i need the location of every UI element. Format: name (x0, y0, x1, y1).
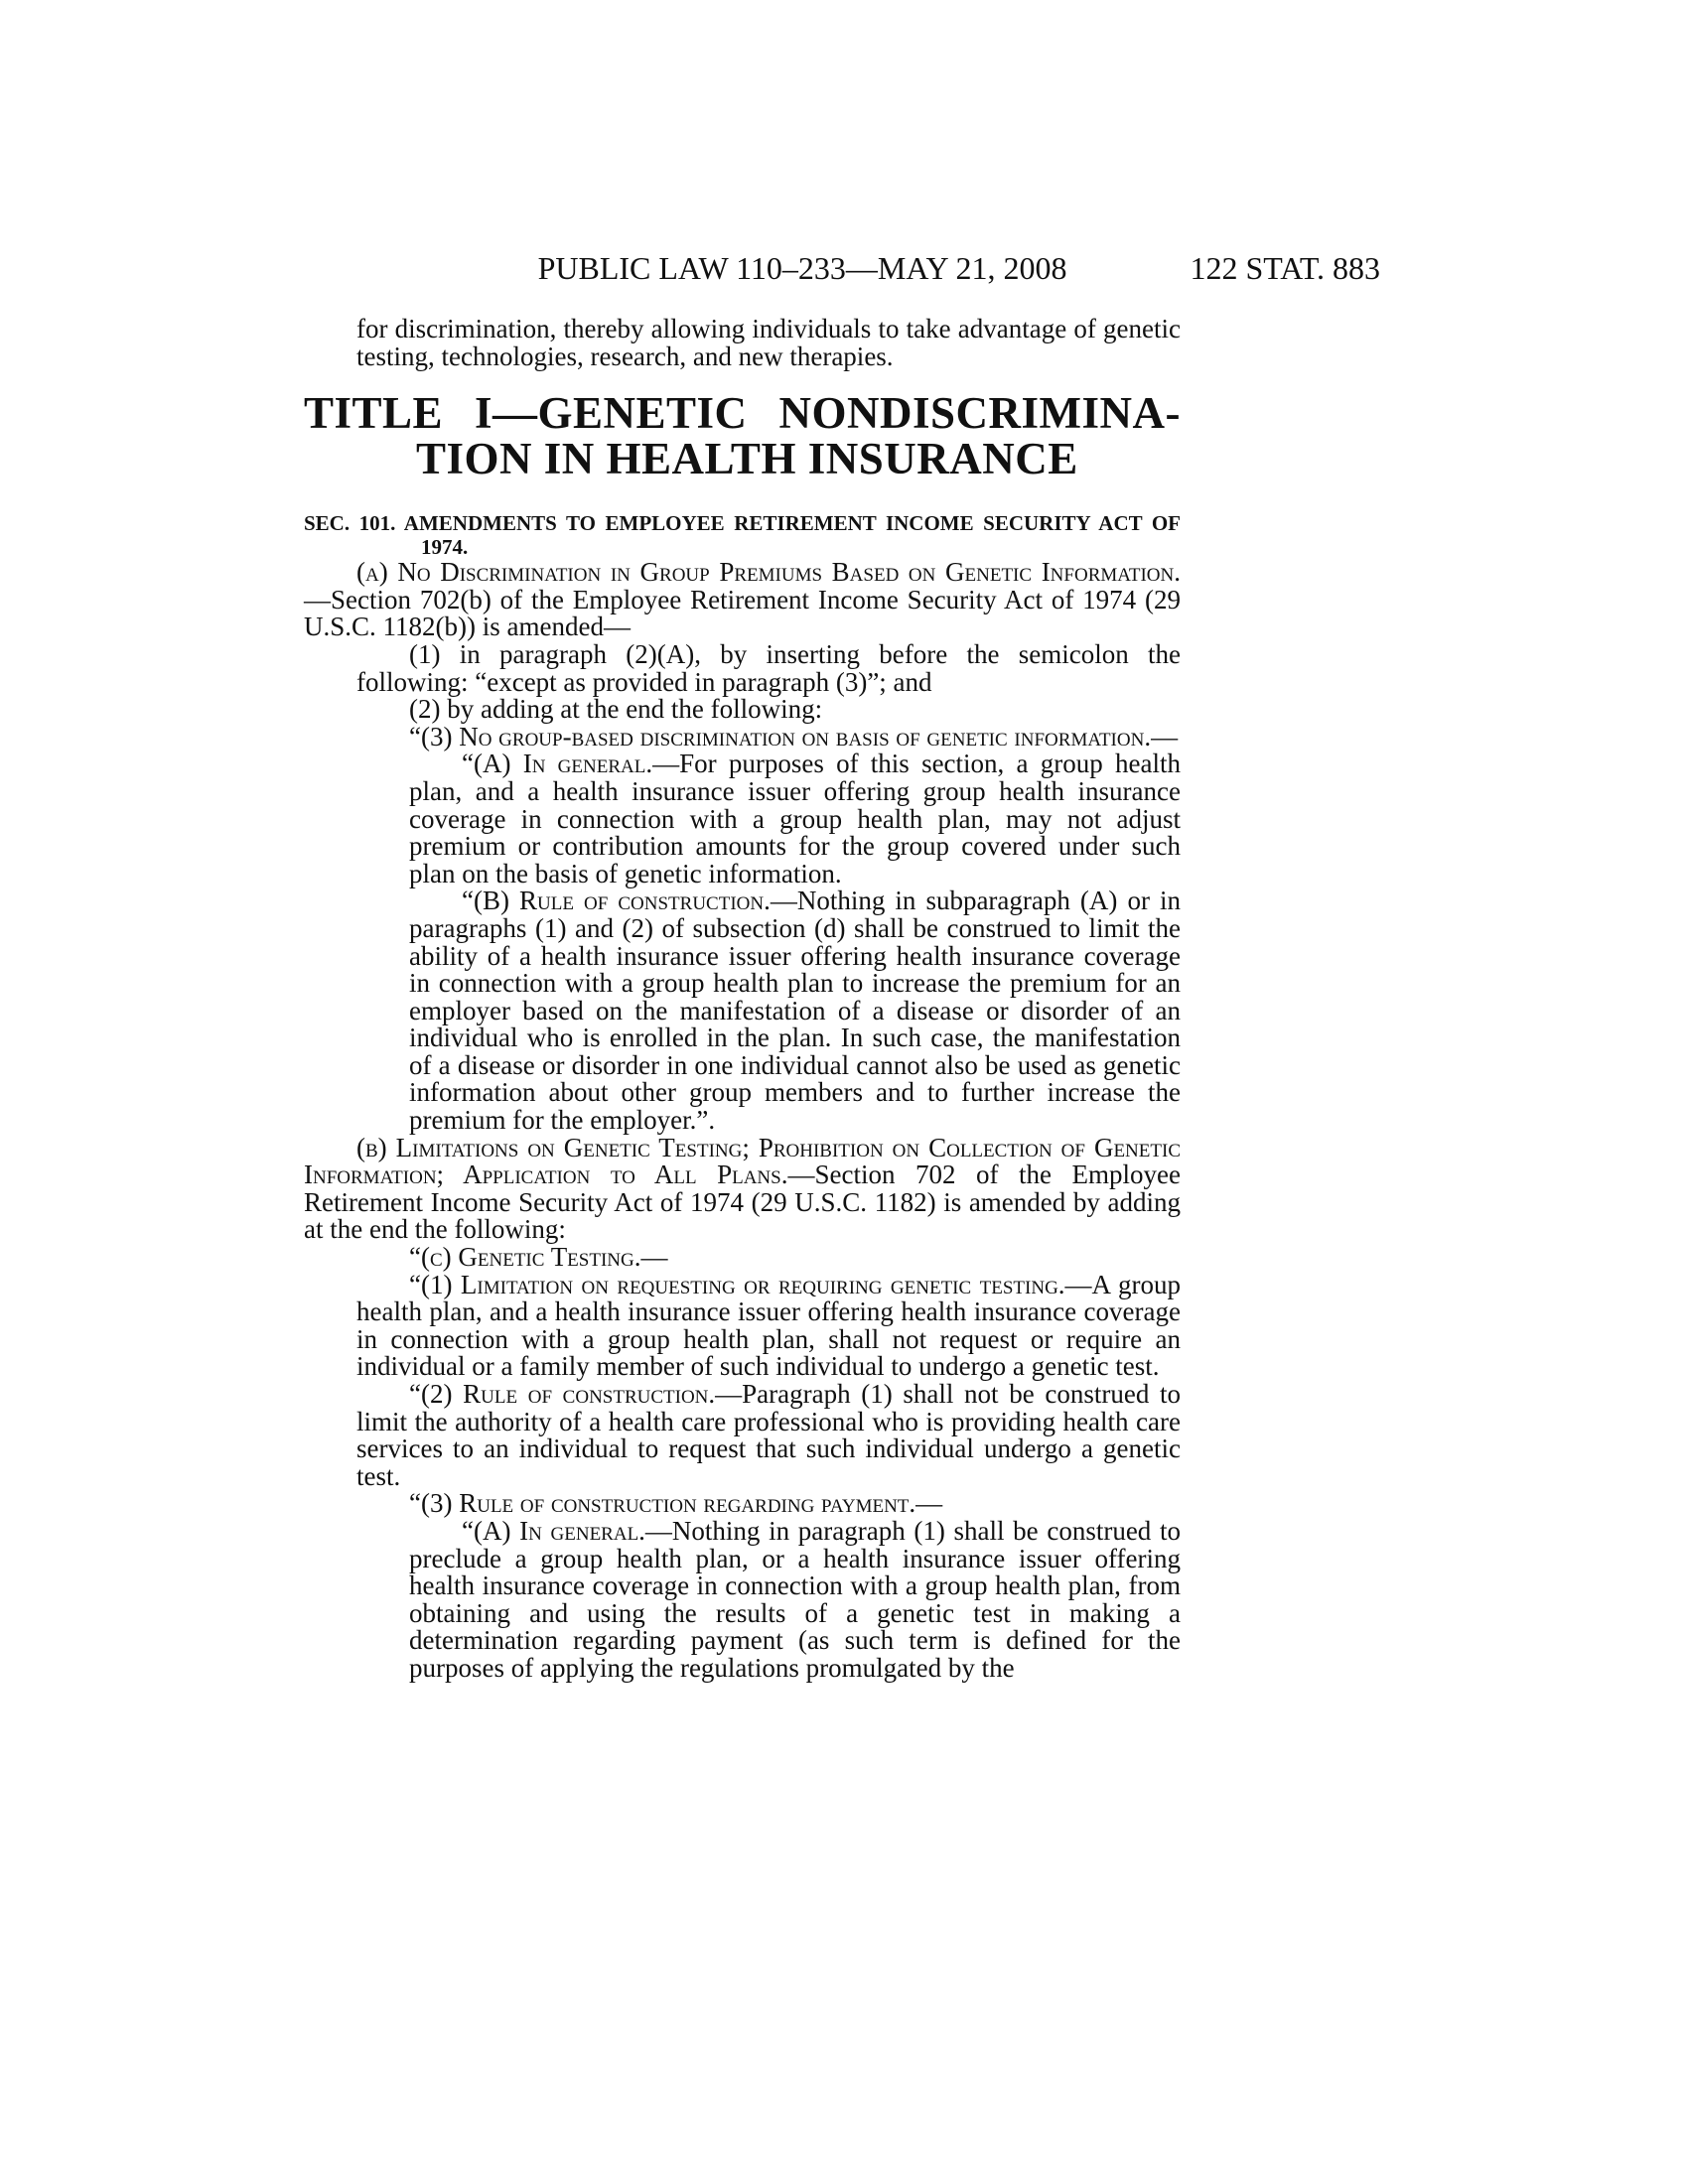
subsection-a-item-2: (2) by adding at the end the following: (409, 694, 823, 725)
paragraph-c3a-text: Nothing in paragraph (1) shall be construed to preclude a group health plan, or a health insurance issuer offering health insurance coverage in connection with a group health plan, from obtaining and using the results of a genetic test in making a determination regarding payment (as such term is defined for the purposes of applying the regulations promulgated by the (409, 1515, 1181, 1683)
paragraph-c1-text: A group health plan, and a health insurance issuer offering health insurance coverage in connection with a group health plan, shall not request or require an individual or a family member of such individual to undergo a genetic test. (356, 1269, 1182, 1382)
section-heading: SEC. 101. AMENDMENTS TO EMPLOYEE RETIREMENT INCOME SECURITY ACT OF 1974. (304, 511, 1181, 560)
title-word-1: TITLE (304, 388, 444, 439)
title-word-2: I—GENETIC (474, 388, 748, 439)
subsection-a-item-1: (1) in paragraph (2)(A), by inserting before the semicolon the following: “except as provided in paragraph (3)”; and (356, 638, 1181, 697)
page-number: 122 STAT. 883 (1190, 250, 1380, 286)
document-body (304, 316, 1181, 1683)
title-heading (304, 388, 1181, 484)
subsection-a-text: Section 702(b) of the Employee Retirement Income Security Act of 1974 (29 U.S.C. 1182(b)) is amended— (304, 584, 1181, 642)
intro-paragraph: for discrimination, thereby allowing individuals to take advantage of genetic testing, technologies, research, and new therapies. (356, 314, 1181, 371)
paragraph-3b-text: Nothing in subparagraph (A) or in paragraphs (1) and (2) of subsection (d) shall be construed to limit the ability of a health insurance issuer offering health insurance coverage in connection with a group health plan to increase the premium for an employer based on the manifestation of a disease or disorder of an individual who is enrolled in the plan. In such case, the manifestation of a disease or disorder in one individual cannot also be used as genetic information about other group members and to further increase the premium for the employer.”. (409, 886, 1182, 1136)
paragraph-c2-heading: “(2) Rule of construction.— (409, 1379, 743, 1409)
paragraph-3b (304, 887, 1181, 1134)
paragraph-3a-heading: “(A) In general.— (462, 749, 680, 779)
subsection-b (304, 1132, 1181, 1245)
paragraph-c1-heading: “(1) Limitation on requesting or requiring genetic testing.— (409, 1269, 1092, 1299)
subsection-c-heading: “(c) Genetic Testing.— (409, 1242, 668, 1273)
paragraph-3-heading: “(3) No group-based discrimination on basis of genetic information.— (409, 721, 1179, 751)
running-head (425, 248, 1380, 288)
paragraph-3a (304, 751, 1181, 887)
running-head-title: PUBLIC LAW 110–233—MAY 21, 2008 (537, 250, 1067, 286)
subsection-a-heading: (a) No Discrimination in Group Premiums Based on Genetic Information.— (304, 557, 1181, 614)
title-line-2: TION IN HEALTH INSURANCE (416, 434, 1078, 484)
paragraph-c2 (304, 1381, 1181, 1490)
paragraph-c3-heading: “(3) Rule of construction regarding payment.— (409, 1488, 943, 1519)
paragraph-c3a-heading: “(A) In general.— (462, 1515, 672, 1546)
paragraph-c3a (304, 1515, 1181, 1683)
subsection-b-heading: (b) Limitations on Genetic Testing; Prohibition on Collection of Genetic Information; Application to All Plans.— (304, 1132, 1181, 1190)
subsection-a (304, 559, 1181, 641)
title-word-3: NONDISCRIMINA- (778, 388, 1181, 439)
paragraph-3a-text: For purposes of this section, a group health plan, and a health insurance issuer offering group health insurance coverage in connection with a group health plan, may not adjust premium or contribution amounts for the group covered under such plan on the basis of genetic information. (409, 749, 1181, 888)
paragraph-c1 (304, 1269, 1182, 1382)
subsection-b-text: Section 702 of the Employee Retirement Income Security Act of 1974 (29 U.S.C. 1182) is amended by adding at the end the following: (304, 1160, 1181, 1245)
paragraph-c2-text: Paragraph (1) shall not be construed to limit the authority of a health care professional who is providing health care services to an individual to request that such individual undergo a genetic test. (356, 1379, 1181, 1491)
paragraph-3b-heading: “(B) Rule of construction.— (462, 886, 797, 916)
